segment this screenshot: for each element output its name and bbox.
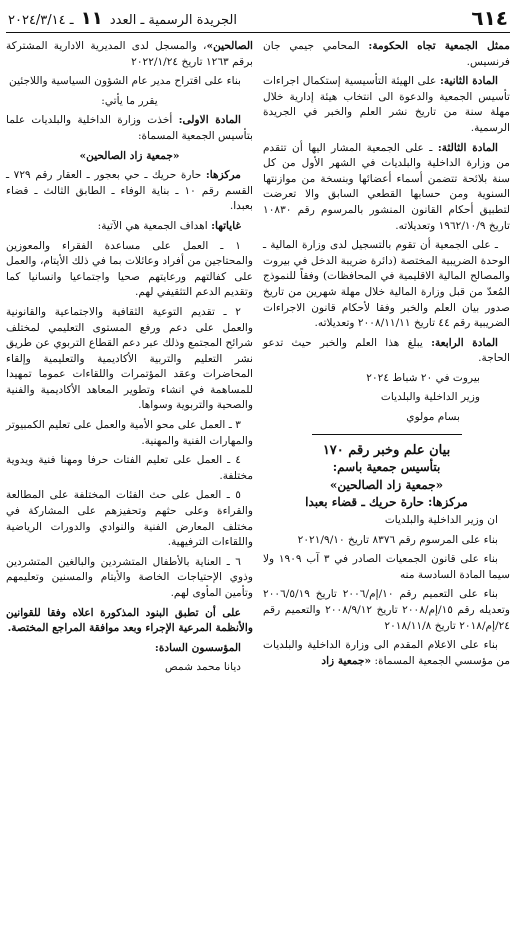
- association-location: مركزها: حارة حريك ـ قضاء بعبدا: [305, 495, 468, 510]
- decides-line: يقرر ما يأتي:: [101, 94, 158, 107]
- goal-item: ٤ ـ العمل على تعليم الفتات حرفا ومهنا فنية ويدوية مختلفة.: [6, 454, 253, 482]
- goal-item: ٥ ـ العمل على حث الفئات المختلفة على المطالعة والقراءة وعلى حثهم وتحفيزهم على المشاركة في مختلف المعارض الفنية والنوادي والدورات الرياضية واللقاءات الترفيهية.: [6, 489, 253, 549]
- basis-law: بناء على قانون الجمعيات الصادر في ٣ آب ١٩٠٩ ولا سيما المادة السادسة منه: [263, 553, 510, 581]
- gazette-name: الجريدة الرسمية ـ العدد: [109, 12, 237, 28]
- signature-date: بيروت في ٢٠ شباط ٢٠٢٤: [366, 371, 480, 384]
- founder-name: ديانا محمد شمص: [165, 661, 241, 674]
- page-number: ٦١٤: [471, 6, 508, 30]
- signature-role: وزير الداخلية والبلديات: [380, 391, 480, 404]
- decree-subtitle: بتأسيس جمعية باسم:: [332, 460, 441, 475]
- left-column: [6, 39, 253, 680]
- article-two: المادة الثانية: على الهيئة التأسيسية إستكمال اجراءات تأسيس الجمعية والدعوة الى انتخاب هيئة إدارية خلال مهلة سنة من تاريخ نشر العلم والخبر في الجريدة الرسمية.: [263, 75, 510, 134]
- goal-item: ٣ ـ العمل على محو الأمية والعمل على تعليم الكمبيوتر والمهارات الفنية والمهنية.: [6, 419, 253, 447]
- basis-circulars: بناء على التعميم رقم ١٠/إم/٢٠٠٦ تاريخ ٢٠٠٦/٥/١٩ وتعديله رقم ١٥/إم/٢٠٠٨ تاريخ ٢٠٠٨/٩/١٢ والتعميم رقم ٢٤/إم/٢٠١٨ تاريخ ٢٠١٨/١١/٨: [263, 588, 510, 632]
- tax-registration-paragraph: ـ على الجمعية أن تقوم بالتسجيل لدى وزارة المالية ـ الوحدة الضريبية المختصة (دائرة ضريبة الدخل في بيروت والمصالح المالية الاقليمية في المحافظات) وفقاً للنموذج المُعدّ من قبل وزارة المالية خلال مهلة شهرين من تاريخ صدور بيان العلم والخبر وفقا لأحكام قانون الاجراءات الضريبية رقم ٤٤ تاريخ ٢٠٠٨/١١/١١ وتعديلاته.: [263, 239, 510, 330]
- goal-item: ١ ـ العمل على مساعدة الفقراء والمعوزين والمحتاجين من أفراد وعائلات بما في ذلك الأيتام، والعمل على كفالتهم ورعايتهم صحيا واجتماعيا وانسانيا كما وتقديم الدعم التثقيفي لهم.: [6, 239, 253, 299]
- basis-notification: بناء على الاعلام المقدم الى وزارة الداخلية والبلديات من مؤسسي الجمعية المسماة: «جمعية زاد: [263, 639, 510, 667]
- signature-name: بسام مولوي: [406, 411, 460, 424]
- association-name: «جمعية زاد الصالحين»: [329, 477, 444, 492]
- signature-block: [263, 371, 480, 426]
- content-columns: [6, 33, 510, 680]
- association-name-left: «جمعية زاد الصالحين»: [79, 149, 180, 162]
- founders-heading: المؤسسون السادة:: [154, 641, 241, 654]
- basis-decree: بناء على المرسوم رقم ٨٣٧٦ تاريخ ٢٠٢١/٩/١٠: [297, 533, 498, 546]
- goals-heading: غاياتها: اهداف الجمعية هي الآتية:: [97, 219, 241, 232]
- right-column: [263, 39, 510, 680]
- registration-paragraph: الصالحين»، والمسجل لدى المديرية الادارية المشتركة برقم ١٢٦٣ تاريخ ٢٠٢٢/١/٢٤: [6, 40, 253, 68]
- compliance-paragraph: على أن تطبق البنود المذكورة اعلاه وفقا للقوانين والأنظمة المرعية الإجراء وبعد موافقة المراجع المختصة.: [6, 606, 253, 635]
- goal-item: ٢ ـ تقديم التوعية الثقافية والاجتماعية والقانونية والعمل على دعم ورفع المستوى التعليمي لمختلف شرائح المجتمع وذلك عبر دعم القطاع التربوي عن طريق نشر التعليم والتربية الأكاديمية والتعليمية وإلقاء المحاضرات وعقد المؤتمرات واللقاءات عموما تمهيدا للمساهمة في انشاء وتطوير المعاهد الأكاديمية والفنية والصحية والتربوية وسواها.: [6, 305, 253, 412]
- proposal-paragraph: بناء على اقتراح مدير عام الشؤون السياسية واللاجئين: [9, 75, 241, 88]
- minister-line: ان وزير الداخلية والبلديات: [384, 514, 498, 527]
- issue-date: ـ ٢٠٢٤/٣/١٤: [8, 12, 74, 28]
- article-four: المادة الرابعة: يبلغ هذا العلم والخبر حيث تدعو الحاجة.: [263, 336, 510, 365]
- gazette-title: [8, 8, 237, 29]
- issue-number: ١١: [80, 7, 103, 29]
- decree-title: بيان علم وخبر رقم ١٧٠: [322, 442, 451, 458]
- headquarters-paragraph: مركزها: حارة حريك ـ حي بعجور ـ العقار رقم ٧٢٩ ـ القسم رقم ١٠ ـ بناية الوفاء ـ الطابق الثالث ـ قضاء بعبدا.: [6, 169, 253, 213]
- representative-paragraph: ممثل الجمعية تجاه الحكومة: المحامي جيمي جان فرنسيس.: [263, 40, 510, 68]
- article-one: المادة الاولى: أخذت وزارة الداخلية والبلديات علما بتأسيس الجمعية المسماة:: [6, 114, 253, 142]
- goal-item: ٦ ـ العناية بالأطفال المتشردين والبالغين المتشردين وذوي الإحتياجات الخاصة والأيتام والمسنين وتعليمهم وتأمين المأوى لهم.: [6, 555, 253, 599]
- section-divider: [312, 434, 462, 435]
- page-header: [6, 4, 510, 33]
- article-three: المادة الثالثة: ـ على الجمعية المشار اليها أن تتقدم من وزارة الداخلية والبلديات في الشهر الأول من كل سنة بلائحة تتضمن أسماء أعضائها وبنسخة من موازنتها السنوية ومن حسابها القطعي السابق والا تعرضت لتطبيق أحكام القانون المنشور بالمرسوم رقم ١٠٨٣٠ تاريخ ١٩٦٢/١٠/٩ وتعديلاته.: [263, 141, 510, 232]
